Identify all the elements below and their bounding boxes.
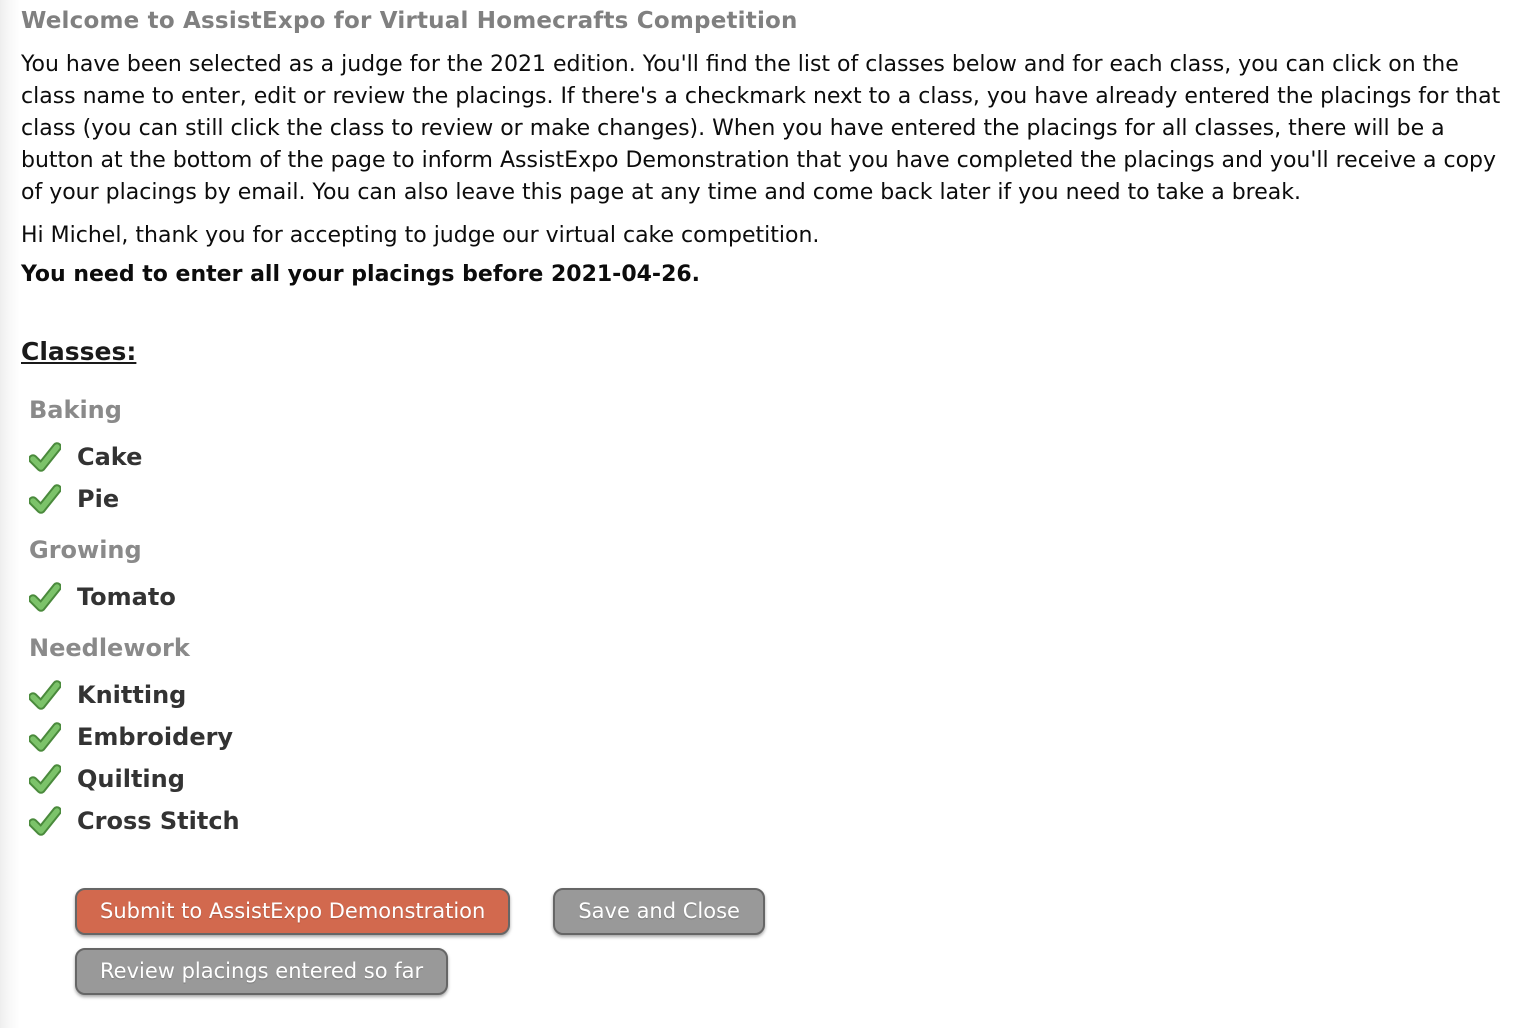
class-name-link[interactable]: Knitting [77,681,187,709]
check-icon [29,582,61,612]
class-name-link[interactable]: Cross Stitch [77,807,240,835]
check-icon [29,484,61,514]
review-placings-button[interactable]: Review placings entered so far [75,948,448,995]
classes-heading: Classes: [21,337,137,366]
classes-list [21,396,1516,838]
class-row [29,720,1516,754]
intro-paragraph: You have been selected as a judge for the 2021 edition. You'll find the list of classes below and for each class, you can click on the class name to enter, edit or review the placings. If there's a checkmark next to a class, you have already entered the placings for that class (you can still click the class to review or make changes). When you have entered the placings for all classes, there will be a button at the bottom of the page to inform AssistExpo Demonstration that you have completed the placings and you'll receive a copy of your placings by email. You can also leave this page at any time and come back later if you need to take a break. [21,52,1501,205]
class-row [29,804,1516,838]
save-and-close-button[interactable]: Save and Close [553,888,765,935]
class-name-link[interactable]: Cake [77,443,143,471]
class-row [29,762,1516,796]
check-icon [29,442,61,472]
class-name-link[interactable]: Embroidery [77,723,234,751]
greeting-text: Hi Michel, thank you for accepting to judge our virtual cake competition. [21,223,820,248]
class-name-link[interactable]: Quilting [77,765,185,793]
class-row [29,678,1516,712]
class-section-header: Needlework [29,634,190,662]
action-buttons [75,888,1516,995]
deadline-text: You need to enter all your placings before 2021-04-26. [21,262,701,287]
check-icon [29,722,61,752]
check-icon [29,680,61,710]
class-row [29,482,1516,516]
page-title: Welcome to AssistExpo for Virtual Homecrafts Competition [21,8,798,34]
button-row-2 [75,948,1516,995]
class-row [29,580,1516,614]
class-row [29,440,1516,474]
submit-button[interactable]: Submit to AssistExpo Demonstration [75,888,510,935]
check-icon [29,806,61,836]
button-row-1 [75,888,1516,935]
class-section-header: Growing [29,536,142,564]
check-icon [29,764,61,794]
class-section-header: Baking [29,396,122,424]
class-name-link[interactable]: Pie [77,485,120,513]
class-name-link[interactable]: Tomato [77,583,176,611]
